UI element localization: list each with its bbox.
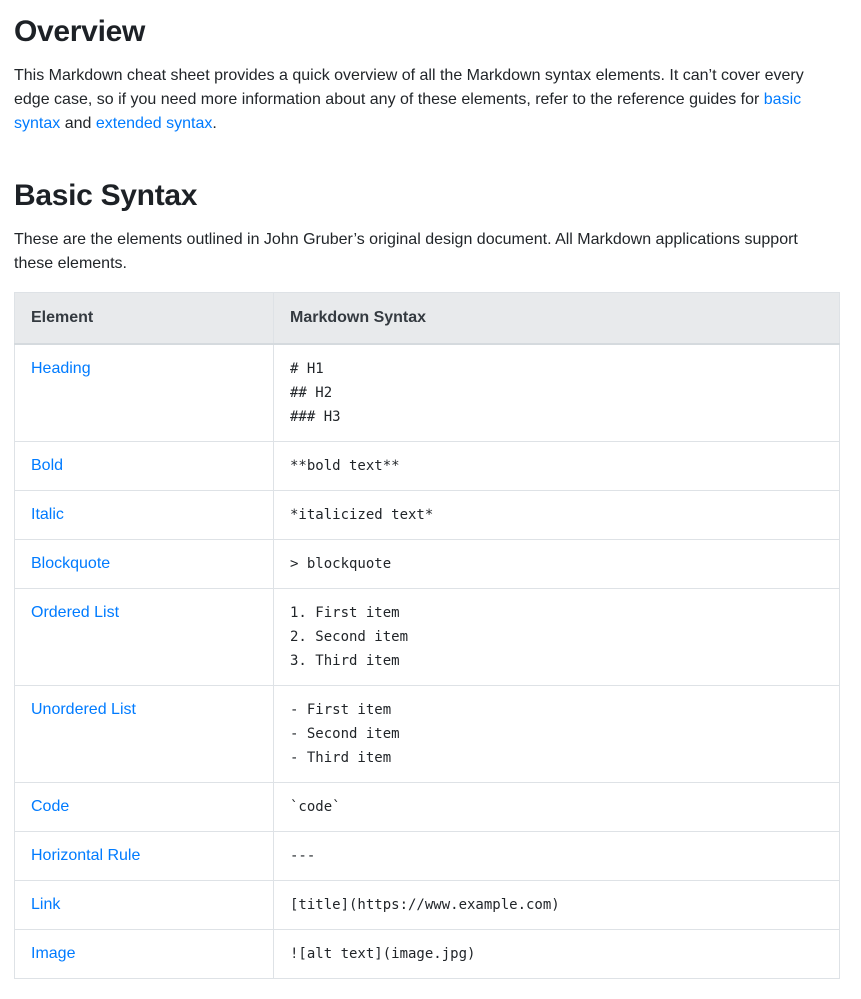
syntax-code-line: > blockquote [290, 556, 392, 572]
syntax-code-line: 2. Second item [290, 629, 409, 645]
element-link[interactable]: Heading [31, 360, 91, 377]
syntax-code-line: - First item [290, 702, 392, 718]
element-cell [15, 540, 274, 589]
overview-paragraph [14, 64, 840, 136]
extended-syntax-link[interactable]: extended syntax [95, 115, 213, 132]
syntax-code [290, 698, 823, 770]
syntax-cell [274, 344, 840, 442]
syntax-table [14, 292, 840, 979]
syntax-code-line: - Third item [290, 750, 392, 766]
syntax-cell [274, 881, 840, 930]
overview-text-and: and [60, 115, 96, 132]
element-link[interactable]: Horizontal Rule [31, 847, 141, 864]
syntax-code [290, 357, 823, 429]
basic-syntax-link[interactable]: basic syntax [14, 91, 802, 132]
syntax-code-line: ## H2 [290, 385, 333, 401]
syntax-code-line: ![alt text](image.jpg) [290, 946, 476, 962]
table-row [15, 832, 840, 881]
syntax-cell [274, 783, 840, 832]
element-link[interactable]: Bold [31, 457, 64, 474]
syntax-cell [274, 686, 840, 783]
basic-syntax-paragraph: These are the elements outlined in John Gruber’s original design document. All Markdown applications support these elements. [14, 231, 798, 272]
basic-syntax-heading: Basic Syntax [14, 179, 198, 212]
table-row [15, 783, 840, 832]
table-row [15, 540, 840, 589]
table-row [15, 442, 840, 491]
syntax-cell [274, 491, 840, 540]
element-cell [15, 344, 274, 442]
table-row [15, 881, 840, 930]
element-cell [15, 881, 274, 930]
element-link[interactable]: Image [31, 945, 76, 962]
syntax-cell [274, 930, 840, 979]
table-header-row [15, 293, 840, 345]
syntax-code [290, 552, 823, 576]
syntax-code-line: --- [290, 848, 316, 864]
syntax-code-line: *italicized text* [290, 507, 434, 523]
syntax-code [290, 942, 823, 966]
element-link[interactable]: Blockquote [31, 555, 111, 572]
element-cell [15, 832, 274, 881]
element-link[interactable]: Link [31, 896, 61, 913]
element-cell [15, 930, 274, 979]
syntax-code-line: `code` [290, 799, 341, 815]
table-row [15, 930, 840, 979]
column-header-element: Element [15, 293, 274, 345]
syntax-code-line: [title](https://www.example.com) [290, 897, 560, 913]
table-row [15, 589, 840, 686]
table-row [15, 491, 840, 540]
element-link[interactable]: Italic [31, 506, 64, 523]
element-link[interactable]: Code [31, 798, 70, 815]
column-header-markdown-syntax: Markdown Syntax [274, 293, 840, 345]
syntax-code-line: **bold text** [290, 458, 400, 474]
overview-text-end: . [212, 115, 217, 132]
syntax-code-line: ### H3 [290, 409, 341, 425]
syntax-code [290, 601, 823, 673]
overview-heading: Overview [14, 15, 146, 48]
element-link[interactable]: Ordered List [31, 604, 120, 621]
element-cell [15, 491, 274, 540]
element-cell [15, 589, 274, 686]
element-cell [15, 783, 274, 832]
syntax-cell [274, 832, 840, 881]
syntax-cell [274, 540, 840, 589]
syntax-code-line: 3. Third item [290, 653, 400, 669]
syntax-code-line: 1. First item [290, 605, 400, 621]
syntax-code [290, 844, 823, 868]
syntax-code [290, 503, 823, 527]
syntax-code [290, 893, 823, 917]
syntax-cell [274, 442, 840, 491]
syntax-code [290, 795, 823, 819]
syntax-code [290, 454, 823, 478]
syntax-cell [274, 589, 840, 686]
syntax-code-line: # H1 [290, 361, 324, 377]
overview-text-start: This Markdown cheat sheet provides a quick overview of all the Markdown syntax elements. It can’t cover every edge case, so if you need more information about any of these elements, refer to the reference guides for [14, 67, 804, 108]
element-link[interactable]: Unordered List [31, 701, 136, 718]
syntax-code-line: - Second item [290, 726, 400, 742]
element-cell [15, 686, 274, 783]
element-cell [15, 442, 274, 491]
table-row [15, 344, 840, 442]
table-row [15, 686, 840, 783]
